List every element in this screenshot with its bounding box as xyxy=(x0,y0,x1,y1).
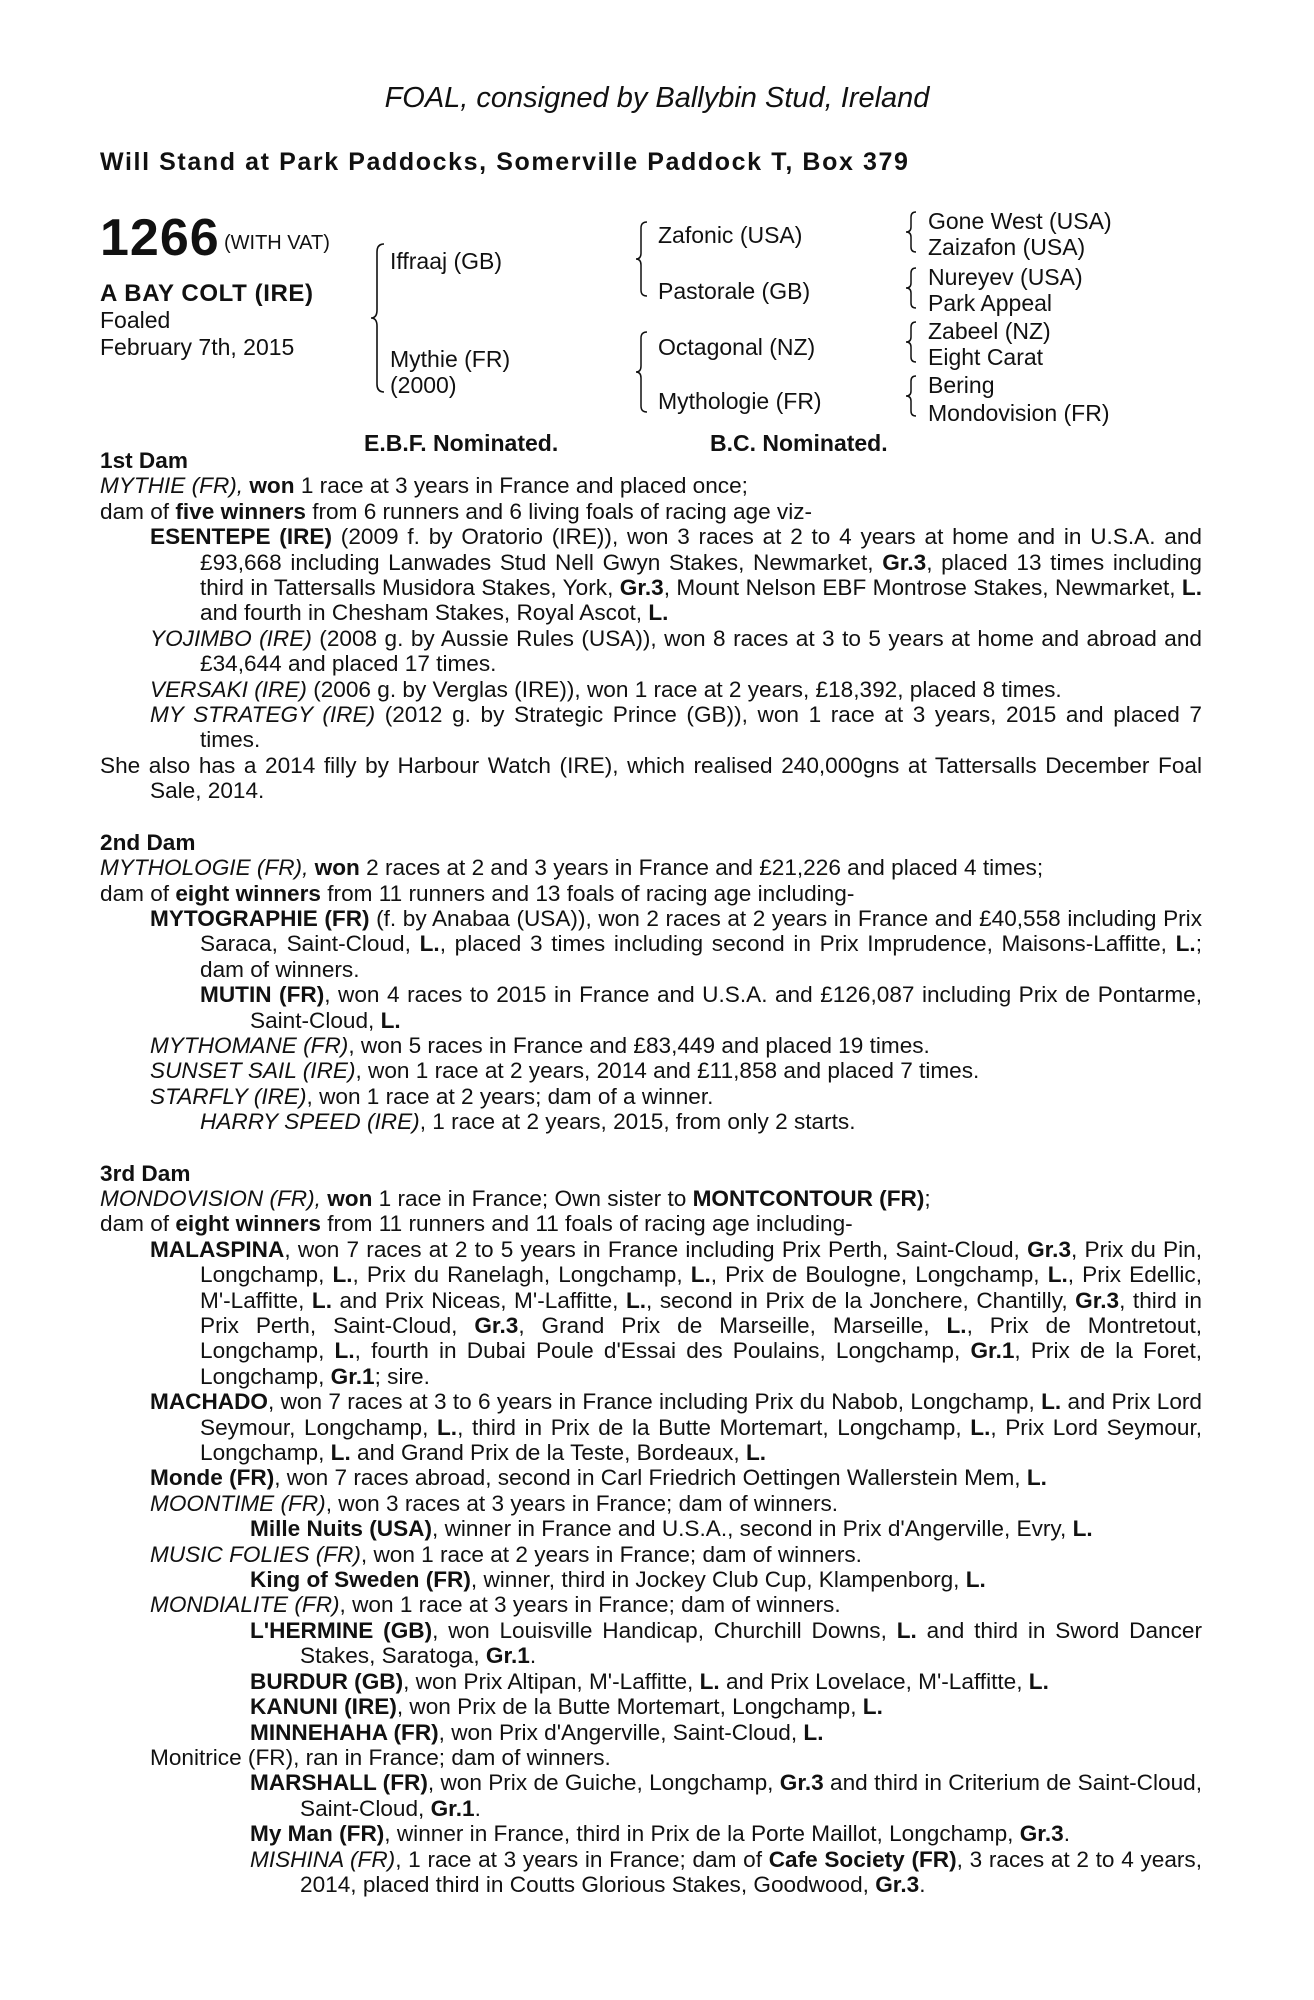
progeny-starfly: STARFLY (IRE), won 1 race at 2 years; dam of a winner. xyxy=(150,1083,714,1109)
progeny-minnehaha: MINNEHAHA (FR), won Prix d'Angerville, Saint-Cloud, L. xyxy=(250,1719,824,1745)
vat-note: (WITH VAT) xyxy=(224,232,330,254)
progeny-esentepe: ESENTEPE (IRE) (2009 f. by Oratorio (IRE)), won 3 races at 2 to 4 years at home and in U.S.A. and £93,668 including Lanwades Stud Nell Gwyn Stakes, Newmarket, Gr.3, placed 13 times including third in Tattersalls Musidora Stakes, York, Gr.3, Mount Nelson EBF Montrose Stakes, Newmarket, L. and fourth in Chesham Stakes, Royal Ascot, L. xyxy=(150,524,1202,626)
pedigree-brace-ds xyxy=(904,320,920,364)
progeny-mutin: MUTIN (FR), won 4 races to 2015 in France and U.S.A. and £126,087 including Prix de Pontarme, Saint-Cloud, L. xyxy=(200,982,1202,1033)
pedigree-brace-sire xyxy=(634,220,650,298)
dam-dam: Mythologie (FR) xyxy=(658,388,822,414)
dam-dam-sire: Bering xyxy=(928,372,995,398)
progeny-moontime: MOONTIME (FR), won 3 races at 3 years in France; dam of winners. xyxy=(150,1490,839,1516)
sire-dam-sire: Nureyev (USA) xyxy=(928,264,1083,290)
progeny-marshall: MARSHALL (FR), won Prix de Guiche, Longchamp, Gr.3 and third in Criterium de Saint-Cloud, Saint-Cloud, Gr.1. xyxy=(250,1770,1202,1821)
dam-sire-dam: Eight Carat xyxy=(928,344,1044,370)
second-dam-heading: 2nd Dam xyxy=(100,829,196,855)
progeny-monde: Monde (FR), won 7 races abroad, second in Carl Friedrich Oettingen Wallerstein Mem, L. xyxy=(150,1465,1047,1491)
sire-name: Iffraaj (GB) xyxy=(390,248,503,274)
catalogue-body xyxy=(100,448,1202,1897)
first-dam-heading: 1st Dam xyxy=(100,448,188,473)
dam-sire: Octagonal (NZ) xyxy=(658,334,816,360)
sire-dam-dam: Park Appeal xyxy=(928,290,1053,316)
sire-dam: Pastorale (GB) xyxy=(658,278,811,304)
second-dam-line: MYTHOLOGIE (FR), won 2 races at 2 and 3 years in France and £21,226 and placed 4 times; xyxy=(100,855,1044,881)
progeny-mythomane: MYTHOMANE (FR), won 5 races in France and £83,449 and placed 19 times. xyxy=(150,1032,930,1058)
foaled-label: Foaled xyxy=(100,307,171,333)
progeny-versaki: VERSAKI (IRE) (2006 g. by Verglas (IRE)), won 1 race at 2 years, £18,392, placed 8 times. xyxy=(150,676,1062,702)
progeny-king-of-sweden: King of Sweden (FR), winner, third in Jockey Club Cup, Klampenborg, L. xyxy=(250,1567,986,1593)
progeny-kanuni: KANUNI (IRE), won Prix de la Butte Mortemart, Longchamp, L. xyxy=(250,1694,883,1720)
progeny-machado: MACHADO, won 7 races at 3 to 6 years in France including Prix du Nabob, Longchamp, L. and Prix Lord Seymour, Longchamp, L., third in Prix de la Butte Mortemart, Longchamp, L., Prix Lord Seymour, Longchamp, L. and Grand Prix de la Teste, Bordeaux, L. xyxy=(150,1389,1203,1466)
sire-sire: Zafonic (USA) xyxy=(658,222,803,248)
progeny-lhermine: L'HERMINE (GB), won Louisville Handicap, Churchill Downs, L. and third in Sword Dancer Stakes, Saratoga, Gr.1. xyxy=(250,1617,1202,1669)
also-has-note: She also has a 2014 filly by Harbour Watch (IRE), which realised 240,000gns at Tattersalls December Foal Sale, 2014. xyxy=(100,752,1202,804)
dam-dam-dam: Mondovision (FR) xyxy=(928,400,1110,426)
progeny-mishina: MISHINA (FR), 1 race at 3 years in France; dam of Cafe Society (FR), 3 races at 2 to 4 years, 2014, placed third in Coutts Glorious Stakes, Goodwood, Gr.3. xyxy=(250,1846,1202,1897)
progeny-mille-nuits: Mille Nuits (USA), winner in France and U.S.A., second in Prix d'Angerville, Evry, L. xyxy=(250,1516,1093,1542)
foaled-date: February 7th, 2015 xyxy=(100,334,295,360)
consignment-line: FOAL, consigned by Ballybin Stud, Ireland xyxy=(384,82,930,114)
dam-sire-sire: Zabeel (NZ) xyxy=(928,318,1051,344)
dam-year: (2000) xyxy=(390,372,457,398)
pedigree-brace-ss xyxy=(904,210,920,254)
third-dam-heading: 3rd Dam xyxy=(100,1160,191,1186)
third-dam-line: MONDOVISION (FR), won 1 race in France; Own sister to MONTCONTOUR (FR); xyxy=(100,1185,931,1211)
lot-number: 1266 xyxy=(100,209,220,267)
pedigree-brace-dam xyxy=(634,330,650,414)
progeny-mondialite: MONDIALITE (FR), won 1 race at 3 years in France; dam of winners. xyxy=(150,1592,841,1618)
second-dam-produce-line: dam of eight winners from 11 runners and 13 foals of racing age including- xyxy=(100,880,855,906)
progeny-music-folies: MUSIC FOLIES (FR), won 1 race at 2 years in France; dam of winners. xyxy=(150,1541,862,1567)
progeny-burdur: BURDUR (GB), won Prix Altipan, M'-Laffitte, L. and Prix Lovelace, M'-Laffitte, L. xyxy=(250,1668,1049,1694)
pedigree-brace-main xyxy=(368,242,388,394)
pedigree-brace-dd xyxy=(904,374,920,418)
progeny-monitrice: Monitrice (FR), ran in France; dam of winners. xyxy=(150,1744,611,1770)
stand-location: Will Stand at Park Paddocks, Somerville Paddock T, Box 379 xyxy=(100,148,910,176)
first-dam-produce-line: dam of five winners from 6 runners and 6 living foals of racing age viz- xyxy=(100,498,813,524)
progeny-my-man: My Man (FR), winner in France, third in Prix de la Porte Maillot, Longchamp, Gr.3. xyxy=(250,1821,1070,1847)
progeny-my-strategy: MY STRATEGY (IRE) (2012 g. by Strategic Prince (GB)), won 1 race at 3 years, 2015 and placed 7 times. xyxy=(150,702,1202,753)
progeny-yojimbo: YOJIMBO (IRE) (2008 g. by Aussie Rules (USA)), won 8 races at 3 to 5 years at home and abroad and £34,644 and placed 17 times. xyxy=(150,625,1202,677)
third-dam-produce-line: dam of eight winners from 11 runners and 11 foals of racing age including- xyxy=(100,1211,853,1237)
first-dam-line: MYTHIE (FR), won 1 race at 3 years in France and placed once; xyxy=(100,473,748,499)
progeny-sunset-sail: SUNSET SAIL (IRE), won 1 race at 2 years, 2014 and £11,858 and placed 7 times. xyxy=(150,1058,980,1084)
pedigree-brace-sd xyxy=(904,266,920,310)
lot-description: A BAY COLT (IRE) xyxy=(100,280,314,307)
progeny-mytographie: MYTOGRAPHIE (FR) (f. by Anabaa (USA)), won 2 races at 2 years in France and £40,558 including Prix Saraca, Saint-Cloud, L., placed 3 times including second in Prix Imprudence, Maisons-Laffitte, L.; dam of winners. xyxy=(150,905,1202,982)
dam-name: Mythie (FR) xyxy=(390,346,511,372)
sire-sire-dam: Zaizafon (USA) xyxy=(928,234,1086,260)
progeny-malaspina: MALASPINA, won 7 races at 2 to 5 years in France including Prix Perth, Saint-Cloud, Gr.3, Prix du Pin, Longchamp, L., Prix du Ranelagh, Longchamp, L., Prix de Boulogne, Longchamp, L., Prix Edellic, M'-Laffitte, L. and Prix Niceas, M'-Laffitte, L., second in Prix de la Jonchere, Chantilly, Gr.3, third in Prix Perth, Saint-Cloud, Gr.3, Grand Prix de Marseille, Marseille, L., Prix de Montretout, Longchamp, L., fourth in Dubai Poule d'Essai des Poulains, Longchamp, Gr.1, Prix de la Foret, Longchamp, Gr.1; sire. xyxy=(150,1236,1203,1389)
bc-nominated: B.C. Nominated. xyxy=(710,430,888,456)
ebf-nominated: E.B.F. Nominated. xyxy=(364,430,559,456)
sire-sire-sire: Gone West (USA) xyxy=(928,208,1112,234)
progeny-harry-speed: HARRY SPEED (IRE), 1 race at 2 years, 2015, from only 2 starts. xyxy=(200,1109,856,1135)
